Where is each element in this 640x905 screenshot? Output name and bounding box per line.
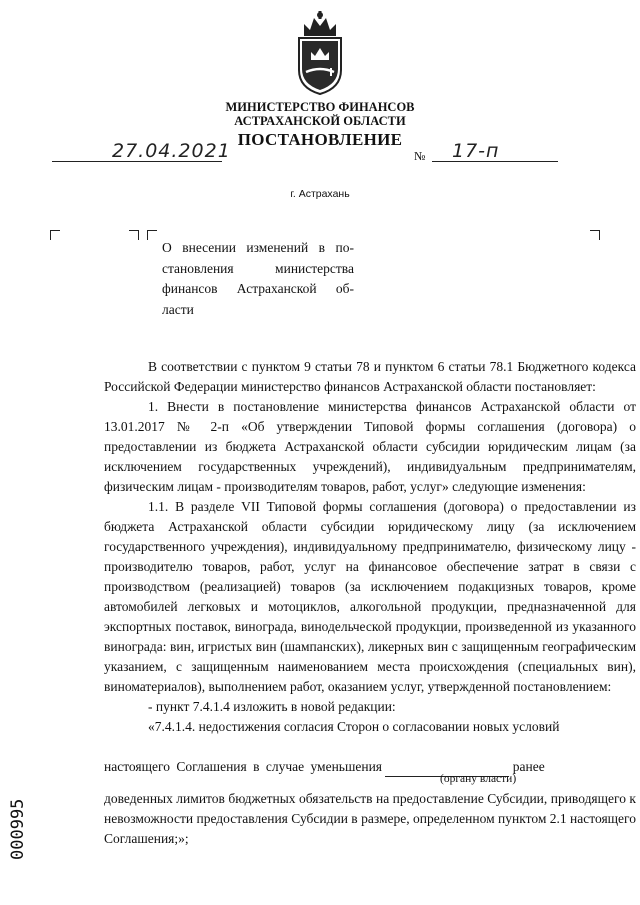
document-type: ПОСТАНОВЛЕНИЕ: [237, 130, 403, 149]
bracket-corner-inner-left: [129, 230, 139, 240]
quote-end-block: [104, 789, 636, 849]
quote-end-paragraph: доведенных лимитов бюджетных обязательств на предоставление Субсидии, приводящего к невозможности предоставления Субсидии в размере, определенном пунктом 2.1 настоящего Соглашения;»;: [104, 791, 636, 846]
number-label: №: [414, 149, 426, 163]
decree-number: 17-п: [452, 140, 500, 162]
bracket-corner-left: [50, 230, 60, 240]
preamble-paragraph: В соответствии с пунктом 9 статьи 78 и пунктом 6 статьи 78.1 Бюджетного кодекса Российской Федерации министерство финансов Астраханской области постановляет:: [104, 359, 636, 394]
decree-body: [104, 357, 636, 737]
ministry-name-line2: АСТРАХАНСКОЙ ОБЛАСТИ: [234, 114, 406, 128]
subject-line: О внесении изменений в по-: [162, 240, 354, 255]
bracket-corner-inner-right: [147, 230, 157, 240]
subitem-paragraph: - пункт 7.4.1.4 изложить в новой редакции:: [148, 699, 396, 714]
subject-line: ласти: [162, 301, 194, 317]
quote-start-paragraph: «7.4.1.4. недостижения согласия Сторон о согласовании новых условий: [148, 719, 560, 734]
subject-line: финансов Астраханской об-: [162, 281, 354, 296]
city-label: г. Астрахань: [290, 188, 350, 200]
bracket-corner-right: [590, 230, 600, 240]
item-1-1-paragraph: 1.1. В разделе VII Типовой формы соглашения (договора) о предоставлении из бюджета Астраханской области субсидии юридическому лицу (за исключением государственного учреждения), индивидуальному предпринимателю, физическому лицу - производителю товаров, работ, услуг на финансовое обеспечение затрат в связи с производством (реализацией) товаров (за исключением подакцизных товаров, кроме автомобилей легковых и мотоциклов, алкогольной продукции, предназначенной для экспортных поставок, винограда, винодельческой продукции, произведенной из указанного винограда: вин, игристых вин (шампанских), ликерных вин с защищенным географическим указанием, с защищенным наименованием места происхождения (специальных вин), виноматериалов), выполнением работ, оказанием услуг, утвержденной постановлением:: [104, 499, 636, 694]
margin-number: 000995: [8, 798, 28, 860]
ministry-name-line1: МИНИСТЕРСТВО ФИНАНСОВ: [225, 100, 415, 114]
decree-date: 27.04.2021: [112, 140, 231, 162]
decree-subject: [162, 238, 354, 320]
subject-line: становления министерства: [162, 260, 354, 276]
quote-fill-row: [104, 757, 636, 777]
coat-of-arms-icon: [294, 10, 346, 96]
organ-note: (органу власти): [440, 773, 517, 785]
item-1-paragraph: 1. Внести в постановление министерства финансов Астраханской области от 13.01.2017 № 2-п «Об утверждении Типовой формы соглашения (договора) о предоставлении из бюджета Астраханской области субсидии юридическим лицам (за исключением государственных учреждений), индивидуальным предпринимателям, физическим лицам - производителям товаров, работ, услуг» следующие изменения:: [104, 399, 636, 494]
quote-row-text: настоящего Соглашения в случае уменьшения: [104, 759, 383, 774]
quote-row-end: ранее: [512, 759, 545, 774]
